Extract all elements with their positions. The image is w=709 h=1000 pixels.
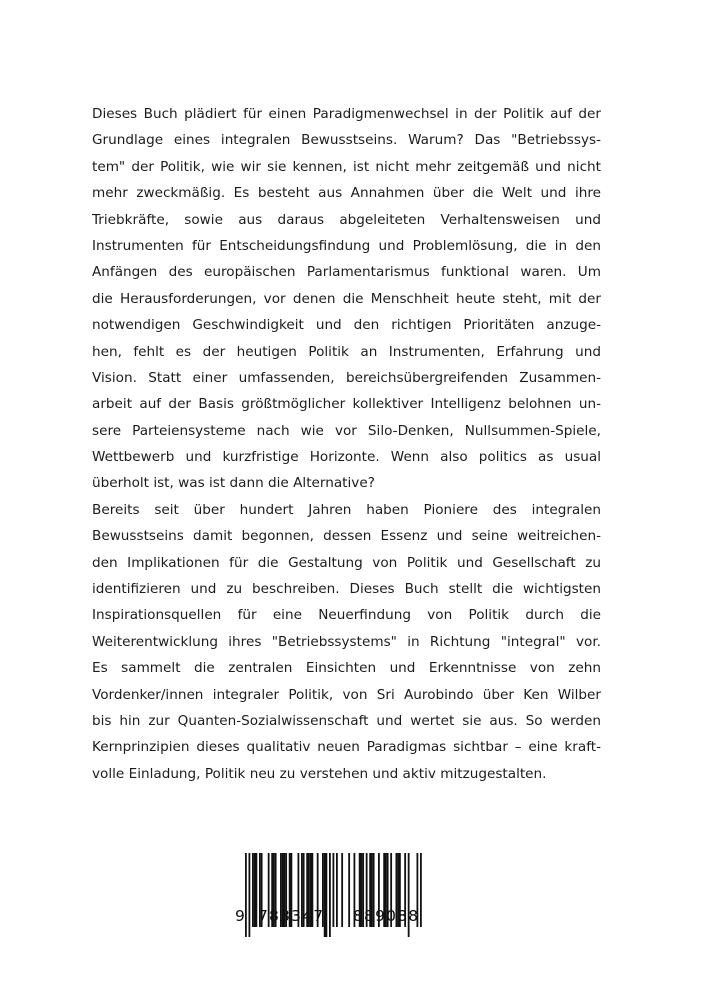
text-line: notwendigen Geschwindigkeit und den richtigen Prioritäten anzuge- <box>92 317 601 334</box>
text-line: Vision. Statt einer umfassenden, bereichsübergreifenden Zusammen- <box>92 369 601 386</box>
barcode-bar <box>336 853 338 927</box>
text-line: bis hin zur Quanten-Sozialwissenschaft und wertet sie aus. So werden <box>92 712 601 729</box>
barcode-bar <box>341 853 343 927</box>
text-line: die Herausforderungen, vor denen die Menschheit heute steht, mit der <box>92 290 601 307</box>
text-line: hen, fehlt es der heutigen Politik an Instrumenten, Erfahrung und <box>92 343 601 360</box>
text-line: Triebkräfte, sowie aus daraus abgeleiteten Verhaltensweisen und <box>92 211 601 228</box>
text-line: mehr zweckmäßig. Es besteht aus Annahmen über die Welt und ihre <box>92 185 601 202</box>
text-line: tem" der Politik, wie wir sie kennen, ist nicht mehr zeitgemäß und nicht <box>92 158 601 175</box>
back-cover-text <box>92 101 601 787</box>
text-line: überholt ist, was ist dann die Alternative? <box>92 475 375 492</box>
text-line: Grundlage eines integralen Bewusstseins. Warum? Das "Betriebssys- <box>92 132 601 149</box>
text-line: Vordenker/innen integraler Politik, von Sri Aurobindo über Ken Wilber <box>92 686 601 703</box>
text-line: identifizieren und zu beschreiben. Dieses Buch stellt die wichtigsten <box>92 581 601 598</box>
text-line: Bewusstseins damit begonnen, dessen Essenz und seine weitreichen- <box>92 528 601 545</box>
text-line: Weiterentwicklung ihres "Betriebssystems" in Richtung "integral" vor. <box>92 633 601 650</box>
barcode-bar <box>329 853 331 937</box>
barcode-bar <box>249 853 251 937</box>
text-line: Anfängen des europäischen Parlamentarismus funktional waren. Um <box>92 264 601 281</box>
barcode-first-digit: 9 <box>235 907 247 925</box>
text-line: Dieses Buch plädiert für einen Paradigmenwechsel in der Politik auf der <box>92 106 601 122</box>
barcode-digits-right: 889088 <box>353 907 420 925</box>
barcode-bar <box>326 853 328 937</box>
text-line: sere Parteiensysteme nach wie vor Silo-Denken, Nullsummen-Spiele, <box>92 422 601 439</box>
barcode-bar <box>348 853 350 927</box>
text-line: Kernprinzipien dieses qualitativ neuen Paradigmas sichtbar – eine kraft- <box>92 739 601 756</box>
text-line: Wettbewerb und kurzfristige Horizonte. Wenn also politics as usual <box>92 449 601 466</box>
text-line: arbeit auf der Basis größtmöglicher kollektiver Intelligenz belohnen un- <box>92 396 601 413</box>
text-line: Instrumenten für Entscheidungsfindung und Problemlösung, die in den <box>92 237 601 254</box>
barcode-bar <box>252 853 254 927</box>
barcode-bars <box>233 853 428 945</box>
barcode-digits-left: 783347 <box>258 907 325 925</box>
text-line: den Implikationen für die Gestaltung von Politik und Gesellschaft zu <box>92 554 601 571</box>
text-line: volle Einladung, Politik neu zu verstehen und aktiv mitzugestalten. <box>92 765 547 782</box>
barcode-bar <box>254 853 256 927</box>
text-line: Inspirationsquellen für eine Neuerfindung von Politik durch die <box>92 607 601 624</box>
text-line: Es sammelt die zentralen Einsichten und Erkenntnisse von zehn <box>92 660 601 677</box>
barcode-bar <box>333 853 335 927</box>
text-line: Bereits seit über hundert Jahren haben Pioniere des integralen <box>92 501 601 518</box>
barcode-bar <box>420 853 422 927</box>
